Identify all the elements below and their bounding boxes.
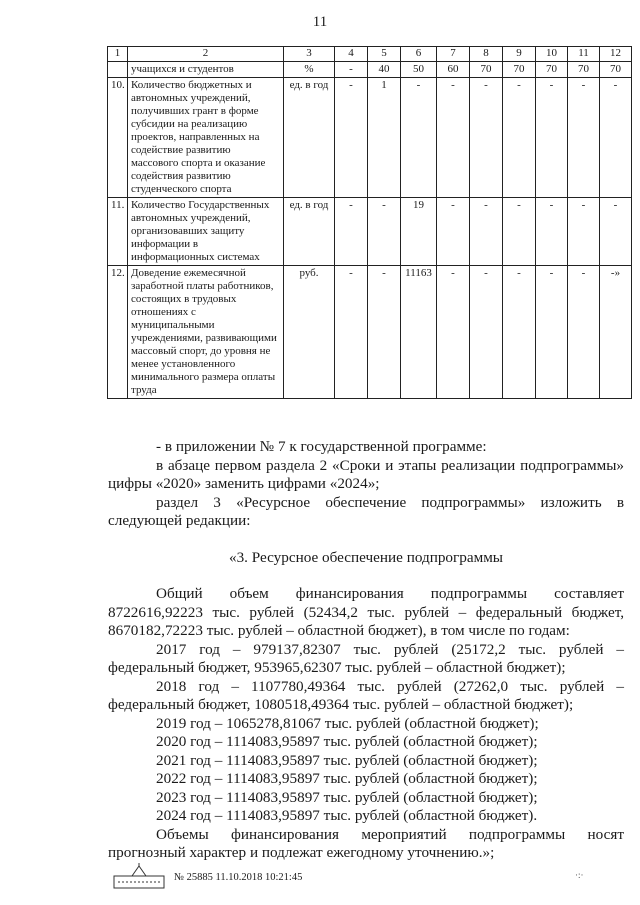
indicator-name-cell: учащихся и студентов: [128, 62, 284, 78]
value-cell: 60: [437, 62, 470, 78]
value-cell: -: [437, 198, 470, 266]
value-cell: -: [470, 266, 503, 399]
header-cell: 8: [470, 47, 503, 62]
paragraph-section2: в абзаце первом раздела 2 «Сроки и этапы реализации подпрограммы» цифры «2020» заменить цифрами «2024»;: [108, 456, 624, 492]
document-footer: [112, 862, 302, 892]
paragraph-total-funding: Общий объем финансирования подпрограммы составляет 8722616,92223 тыс. рублей (52434,2 тыс. рублей – федеральный бюджет, 8670182,72223 тыс. рублей – областной бюджет), в том числе по годам:: [108, 585, 624, 639]
value-cell: -: [335, 62, 368, 78]
value-cell: 70: [470, 62, 503, 78]
value-cell: 70: [568, 62, 600, 78]
value-cell: -: [568, 78, 600, 198]
value-cell: -: [503, 78, 536, 198]
header-cell: 7: [437, 47, 470, 62]
value-cell: -: [470, 198, 503, 266]
value-cell: -: [437, 266, 470, 399]
value-cell: -: [600, 198, 632, 266]
value-cell: -: [335, 78, 368, 198]
funding-year-2019: 2019 год – 1065278,81067 тыс. рублей (областной бюджет);: [156, 714, 539, 732]
table-row: [108, 62, 632, 78]
paragraph-section3: раздел 3 «Ресурсное обеспечение подпрограммы» изложить в следующей редакции:: [108, 493, 624, 529]
value-cell: -: [568, 198, 600, 266]
value-cell: -: [600, 78, 632, 198]
indicator-name-cell: Количество бюджетных и автономных учреждений, получивших грант в форме субсидии на реализацию проектов, направленных на содействие развитию массового спорта и оказание содействия развитию студенческого спорта: [128, 78, 284, 198]
value-cell: -: [536, 266, 568, 399]
value-cell: -: [470, 78, 503, 198]
value-cell: -»: [600, 266, 632, 399]
paragraph-appendix: - в приложении № 7 к государственной программе:: [156, 438, 487, 455]
value-cell: -: [401, 78, 437, 198]
document-body: [108, 438, 624, 863]
table-row: [108, 78, 632, 198]
unit-cell: %: [284, 62, 335, 78]
header-cell: 1: [108, 47, 128, 62]
section-heading: «3. Ресурсное обеспечение подпрограммы: [228, 548, 504, 566]
header-cell: 3: [284, 47, 335, 62]
value-cell: -: [368, 198, 401, 266]
value-cell: -: [335, 198, 368, 266]
header-cell: 12: [600, 47, 632, 62]
page-number: 11: [312, 14, 328, 30]
funding-year-2018: 2018 год – 1107780,49364 тыс. рублей (27262,0 тыс. рублей – федеральный бюджет, 1080518,49364 тыс. рублей – областной бюджет);: [108, 677, 624, 713]
header-cell: 9: [503, 47, 536, 62]
value-cell: -: [503, 266, 536, 399]
header-cell: 11: [568, 47, 600, 62]
funding-year-2017: 2017 год – 979137,82307 тыс. рублей (25172,2 тыс. рублей – федеральный бюджет, 953965,62307 тыс. рублей – областной бюджет);: [108, 640, 624, 676]
value-cell: 1: [368, 78, 401, 198]
value-cell: 70: [503, 62, 536, 78]
unit-cell: руб.: [284, 266, 335, 399]
table-header-row: [108, 47, 632, 62]
indicator-name-cell: Количество Государственных автономных учреждений, организовавших защиту информации в информационных системах: [128, 198, 284, 266]
value-cell: 40: [368, 62, 401, 78]
header-cell: 4: [335, 47, 368, 62]
value-cell: 70: [600, 62, 632, 78]
header-cell: 2: [128, 47, 284, 62]
header-cell: 6: [401, 47, 437, 62]
value-cell: -: [536, 78, 568, 198]
unit-cell: ед. в год: [284, 78, 335, 198]
table-row: [108, 198, 632, 266]
row-number-cell: [108, 62, 128, 78]
indicators-table: [107, 46, 632, 399]
value-cell: 50: [401, 62, 437, 78]
value-cell: -: [335, 266, 368, 399]
funding-year-2020: 2020 год – 1114083,95897 тыс. рублей (областной бюджет);: [156, 733, 538, 750]
unit-cell: ед. в год: [284, 198, 335, 266]
value-cell: -: [536, 198, 568, 266]
document-stamp: № 25885 11.10.2018 10:21:45: [174, 871, 303, 883]
funding-year-2023: 2023 год – 1114083,95897 тыс. рублей (областной бюджет);: [156, 788, 538, 806]
value-cell: 70: [536, 62, 568, 78]
value-cell: -: [368, 266, 401, 399]
indicator-name-cell: Доведение ежемесячной заработной платы работников, состоящих в трудовых отношениях с муниципальными учреждениями, развивающими массовый спорт, до уровня не менее установленного минимального размера оплаты труда: [128, 266, 284, 399]
value-cell: 19: [401, 198, 437, 266]
header-cell: 10: [536, 47, 568, 62]
row-number-cell: 12.: [108, 266, 128, 399]
funding-year-2024: 2024 год – 1114083,95897 тыс. рублей (областной бюджет).: [156, 807, 538, 824]
row-number-cell: 11.: [108, 198, 128, 266]
funding-year-2021: 2021 год – 1114083,95897 тыс. рублей (областной бюджет);: [156, 751, 538, 769]
header-cell: 5: [368, 47, 401, 62]
row-number-cell: 10.: [108, 78, 128, 198]
table-row: [108, 266, 632, 399]
value-cell: 11163: [401, 266, 437, 399]
value-cell: -: [568, 266, 600, 399]
government-seal-icon: [112, 862, 166, 892]
funding-year-2022: 2022 год – 1114083,95897 тыс. рублей (областной бюджет);: [156, 770, 538, 787]
value-cell: -: [503, 198, 536, 266]
paragraph-forecast-note: Объемы финансирования мероприятий подпрограммы носят прогнозный характер и подлежат ежегодному уточнению.»;: [108, 825, 624, 861]
scan-mark: ·:·: [575, 870, 584, 880]
value-cell: -: [437, 78, 470, 198]
